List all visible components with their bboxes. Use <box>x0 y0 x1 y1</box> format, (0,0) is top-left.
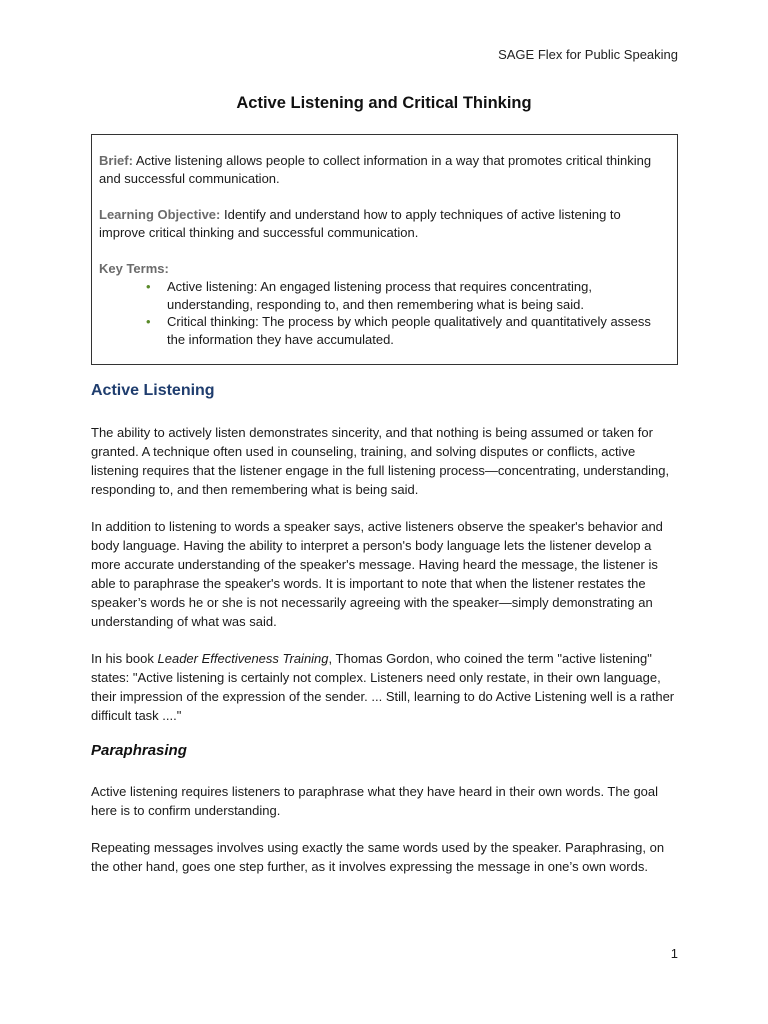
list-item <box>146 313 669 348</box>
page-title: Active Listening and Critical Thinking <box>236 94 532 112</box>
objective-label: Learning Objective: <box>99 207 221 222</box>
summary-box <box>91 134 678 365</box>
brief-text: Active listening allows people to collect information in a way that promotes critical thinking and successful communication. <box>99 153 652 186</box>
subsection-heading-paraphrasing: Paraphrasing <box>91 742 187 759</box>
bullet-icon: • <box>146 279 151 294</box>
running-header: SAGE Flex for Public Speaking <box>498 47 678 62</box>
objective-text: Identify and understand how to apply techniques of active listening to improve critical thinking and successful communication. <box>99 207 621 240</box>
section-heading-active-listening: Active Listening <box>91 382 215 399</box>
brief-paragraph <box>99 152 669 188</box>
body-paragraph <box>91 649 681 725</box>
objective-paragraph <box>99 206 669 242</box>
body-paragraph: Active listening requires listeners to paraphrase what they have heard in their own words. The goal here is to confirm understanding. <box>91 784 659 818</box>
book-title: Leader Effectiveness Training <box>157 651 329 666</box>
body-paragraph: In addition to listening to words a speaker says, active listeners observe the speaker's behavior and body language. Having the ability to interpret a person's body language lets the listener develop a more accurate understanding of the speaker's message. Having heard the message, the listener is able to paraphrase the speaker's words. It is important to note that when the listener restates the speaker’s words he or she is not necessarily agreeing with the speaker—simply demonstrating an understanding of what was said. <box>91 519 663 629</box>
key-term-text: Critical thinking: The process by which people qualitatively and quantitatively assess the information they have accumulated. <box>167 314 651 347</box>
key-terms-label: Key Terms: <box>99 261 169 276</box>
brief-label: Brief: <box>99 153 133 168</box>
quote-text: , Thomas Gordon, who coined the term "active listening" states: "Active listening is certainly not complex. Listeners need only restate, in their own language, their impression of the expression of the sender. ... Still, learning to do Active Listening well is a rather difficult task ...." <box>91 651 675 723</box>
quote-intro: In his book <box>91 651 158 666</box>
body-paragraph: Repeating messages involves using exactly the same words used by the speaker. Paraphrasing, on the other hand, goes one step further, as it involves expressing the message in one’s own words. <box>91 840 665 874</box>
key-terms-paragraph <box>99 260 669 278</box>
bullet-icon: • <box>146 314 151 329</box>
key-terms-list <box>99 278 669 348</box>
list-item <box>146 278 669 313</box>
page-number: 1 <box>670 946 678 961</box>
body-paragraph: The ability to actively listen demonstrates sincerity, and that nothing is being assumed or taken for granted. A technique often used in counseling, training, and solving disputes or conflicts, active listening requires that the listener engage in the full listening process—concentrating, understanding, responding to, and then remembering what is being said. <box>91 425 670 497</box>
key-term-text: Active listening: An engaged listening process that requires concentrating, understanding, responding to, and then remembering what is being said. <box>167 279 592 312</box>
